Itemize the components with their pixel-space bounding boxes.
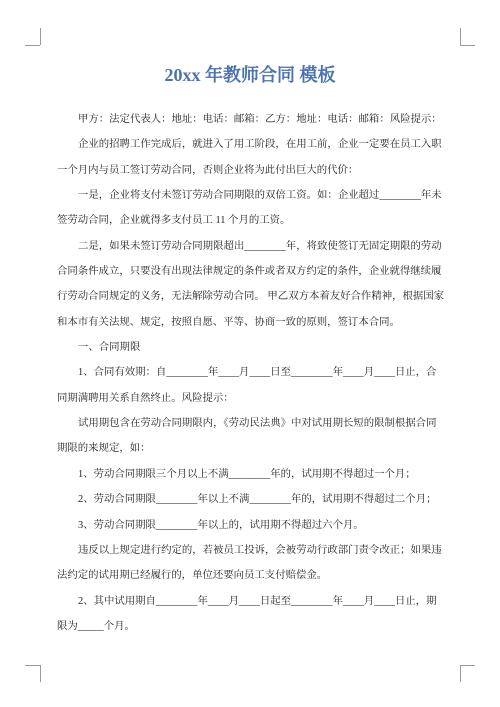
text-line: 2、劳动合同期限________年以上不满________年的，试用期不得超过二个月； xyxy=(78,494,437,506)
risk-two-paragraph xyxy=(57,234,457,335)
probation-intro-paragraph xyxy=(57,411,457,462)
probation-period-paragraph xyxy=(57,589,457,640)
text-line: 同期满聘用关系自然终止。风险提示： xyxy=(57,392,234,404)
text-line: 期限的来规定，如： xyxy=(57,443,151,455)
text-line: 二是，如果未签订劳动合同期限超出________年，将致使签订无固定期限的劳动 xyxy=(78,240,442,252)
text-line: 甲方：法定代表人：地址：电话：邮箱：乙方：地址：电话：邮箱：风险提示： xyxy=(78,114,442,125)
risk-intro-paragraph xyxy=(57,132,457,183)
crop-mark-top-right xyxy=(460,28,476,45)
text-line: 法约定的试用期已经履行的，单位还要向员工支付赔偿金。 xyxy=(57,570,328,582)
text-line: 签劳动合同，企业就得多支付员工 11 个月的工资。 xyxy=(57,215,291,227)
contract-term-paragraph xyxy=(57,360,457,411)
document-body xyxy=(57,107,457,639)
crop-mark-bottom-left xyxy=(25,665,41,682)
probation-rule-3 xyxy=(57,513,457,538)
section-heading-contract-term xyxy=(57,335,457,360)
probation-rule-1 xyxy=(57,462,457,487)
text-line: 合同条件成立，只要没有出现法律规定的条件或者双方约定的条件，企业就得继续履 xyxy=(57,266,442,278)
text-line: 1、合同有效期：自________年____月____日至________年____月____日止，合 xyxy=(78,367,437,379)
text-line: 1、劳动合同期限三个月以上不满________年的，试用期不得超过一个月； xyxy=(78,468,416,480)
text-line: 3、劳动合同期限________年以上的，试用期不得超过六个月。 xyxy=(78,519,364,531)
violation-warning-paragraph xyxy=(57,538,457,589)
text-line: 行劳动合同规定的义务，无法解除劳动合同。 甲乙双方本着友好合作精神，根据国家 xyxy=(57,291,445,303)
crop-mark-bottom-right xyxy=(460,665,476,682)
document-title: 20xx 年教师合同 模板 xyxy=(164,65,336,85)
text-line: 和本市有关法规、规定，按照自愿、平等、协商一致的原则，签订本合同。 xyxy=(57,316,400,328)
text-line: 企业的招聘工作完成后，就进入了用工阶段，在用工前，企业一定要在员工入职 xyxy=(78,139,442,151)
text-line: 一个月内与员工签订劳动合同，否则企业将为此付出巨大的代价： xyxy=(57,164,359,176)
text-line: 试用期包含在劳动合同期限内，《劳动民法典》中对试用期长短的限制根据合同 xyxy=(78,418,437,430)
text-line: 限为_____个月。 xyxy=(57,620,135,632)
probation-rule-2 xyxy=(57,487,457,512)
text-line: 一、合同期限 xyxy=(78,342,141,354)
risk-one-paragraph xyxy=(57,183,457,234)
crop-mark-top-left xyxy=(25,28,41,45)
text-line: 违反以上规定进行约定的，若被员工投诉，会被劳动行政部门责令改正；如果违 xyxy=(78,544,442,556)
text-line: 一是，企业将支付未签订劳动合同期限的双倍工资。如：企业超过________年未 xyxy=(78,190,442,202)
text-line: 2、其中试用期自________年____月____日起至________年____月____日止，期 xyxy=(78,595,437,607)
parties-info-paragraph xyxy=(57,107,457,132)
